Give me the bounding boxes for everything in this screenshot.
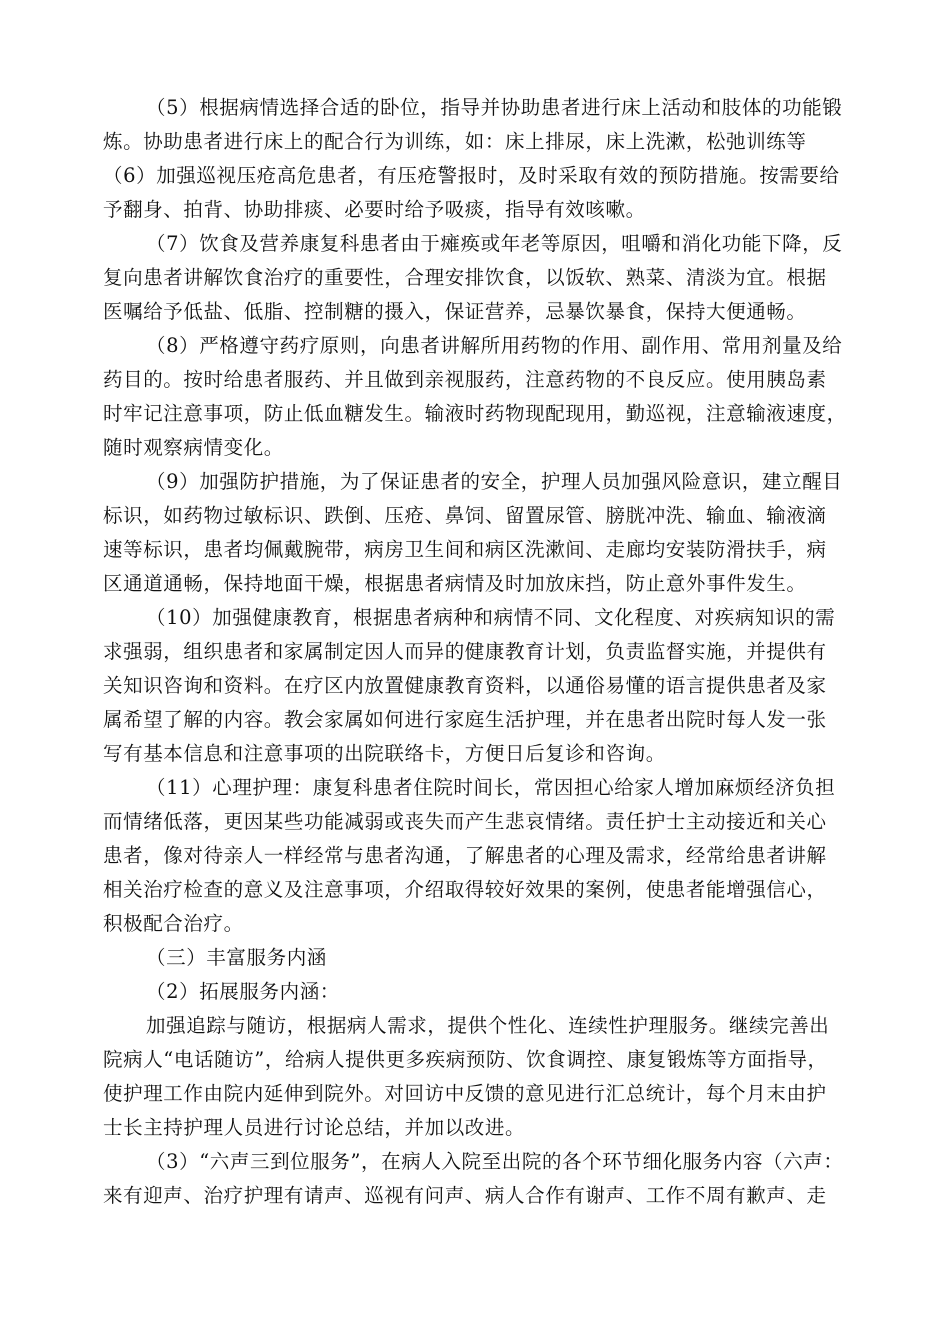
text-line: （2）拓展服务内涵：: [146, 980, 340, 1003]
text-line: 随时观察病情变化。: [103, 436, 284, 459]
text-line: 加强追踪与随访，根据病人需求，提供个性化、连续性护理服务。继续完善出: [146, 1014, 830, 1037]
text-line: 予翻身、拍背、协助排痰、必要时给予吸痰，指导有效咳嗽。: [103, 198, 646, 221]
text-line: （9）加强防护措施，为了保证患者的安全，护理人员加强风险意识，建立醒目: [146, 470, 843, 493]
text-line: （8）严格遵守药疗原则，向患者讲解所用药物的作用、副作用、常用剂量及给: [146, 334, 843, 357]
text-line: 复向患者讲解饮食治疗的重要性，合理安排饮食，以饭软、熟菜、清淡为宜。根据: [103, 266, 827, 289]
text-line: 属希望了解的内容。教会家属如何进行家庭生活护理，并在患者出院时每人发一张: [103, 708, 827, 731]
text-line: （7）饮食及营养康复科患者由于瘫痪或年老等原因，咀嚼和消化功能下降，反: [146, 232, 843, 255]
text-line: （5）根据病情选择合适的卧位，指导并协助患者进行床上活动和肢体的功能锻: [146, 96, 843, 119]
text-line: 标识，如药物过敏标识、跌倒、压疮、鼻饲、留置尿管、膀胱冲洗、输血、输液滴: [103, 504, 827, 527]
text-line: 时牢记注意事项，防止低血糖发生。输液时药物现配现用，勤巡视，注意输液速度，: [103, 402, 847, 425]
text-line: 士长主持护理人员进行讨论总结，并加以改进。: [103, 1116, 526, 1139]
text-line: 院病人“电话随访”，给病人提供更多疾病预防、饮食调控、康复锻炼等方面指导，: [103, 1048, 828, 1071]
text-line: 炼。协助患者进行床上的配合行为训练，如：床上排尿，床上洗漱，松弛训练等: [103, 130, 807, 153]
text-line: 相关治疗检查的意义及注意事项，介绍取得较好效果的案例，使患者能增强信心，: [103, 878, 827, 901]
text-line: （三）丰富服务内涵: [146, 946, 327, 969]
text-line: 患者，像对待亲人一样经常与患者沟通，了解患者的心理及需求，经常给患者讲解: [103, 844, 827, 867]
text-line: （11）心理护理：康复科患者住院时间长，常因担心给家人增加麻烦经济负担: [146, 776, 836, 799]
text-line: 而情绪低落，更因某些功能减弱或丧失而产生悲哀情绪。责任护士主动接近和关心: [103, 810, 827, 833]
text-line: 使护理工作由院内延伸到院外。对回访中反馈的意见进行汇总统计，每个月末由护: [103, 1082, 827, 1105]
text-line: 来有迎声、治疗护理有请声、巡视有问声、病人合作有谢声、工作不周有歉声、走: [103, 1184, 827, 1207]
text-line: （6）加强巡视压疮高危患者，有压疮警报时，及时采取有效的预防措施。按需要给: [103, 164, 840, 187]
text-line: 区通道通畅，保持地面干燥，根据患者病情及时加放床挡，防止意外事件发生。: [103, 572, 807, 595]
text-line: 关知识咨询和资料。在疗区内放置健康教育资料，以通俗易懂的语言提供患者及家: [103, 674, 827, 697]
text-line: 写有基本信息和注意事项的出院联络卡，方便日后复诊和咨询。: [103, 742, 666, 765]
text-line: （10）加强健康教育，根据患者病种和病情不同、文化程度、对疾病知识的需: [146, 606, 836, 629]
text-line: 积极配合治疗。: [103, 912, 244, 935]
text-line: （3）“六声三到位服务”，在病人入院至出院的各个环节细化服务内容（六声：: [146, 1150, 844, 1173]
text-line: 速等标识，患者均佩戴腕带，病房卫生间和病区洗漱间、走廊均安装防滑扶手，病: [103, 538, 827, 561]
text-line: 求强弱，组织患者和家属制定因人而异的健康教育计划，负责监督实施，并提供有: [103, 640, 827, 663]
text-line: 医嘱给予低盐、低脂、控制糖的摄入，保证营养，忌暴饮暴食，保持大便通畅。: [103, 300, 807, 323]
text-line: 药目的。按时给患者服药、并且做到亲视服药，注意药物的不良反应。使用胰岛素: [103, 368, 827, 391]
